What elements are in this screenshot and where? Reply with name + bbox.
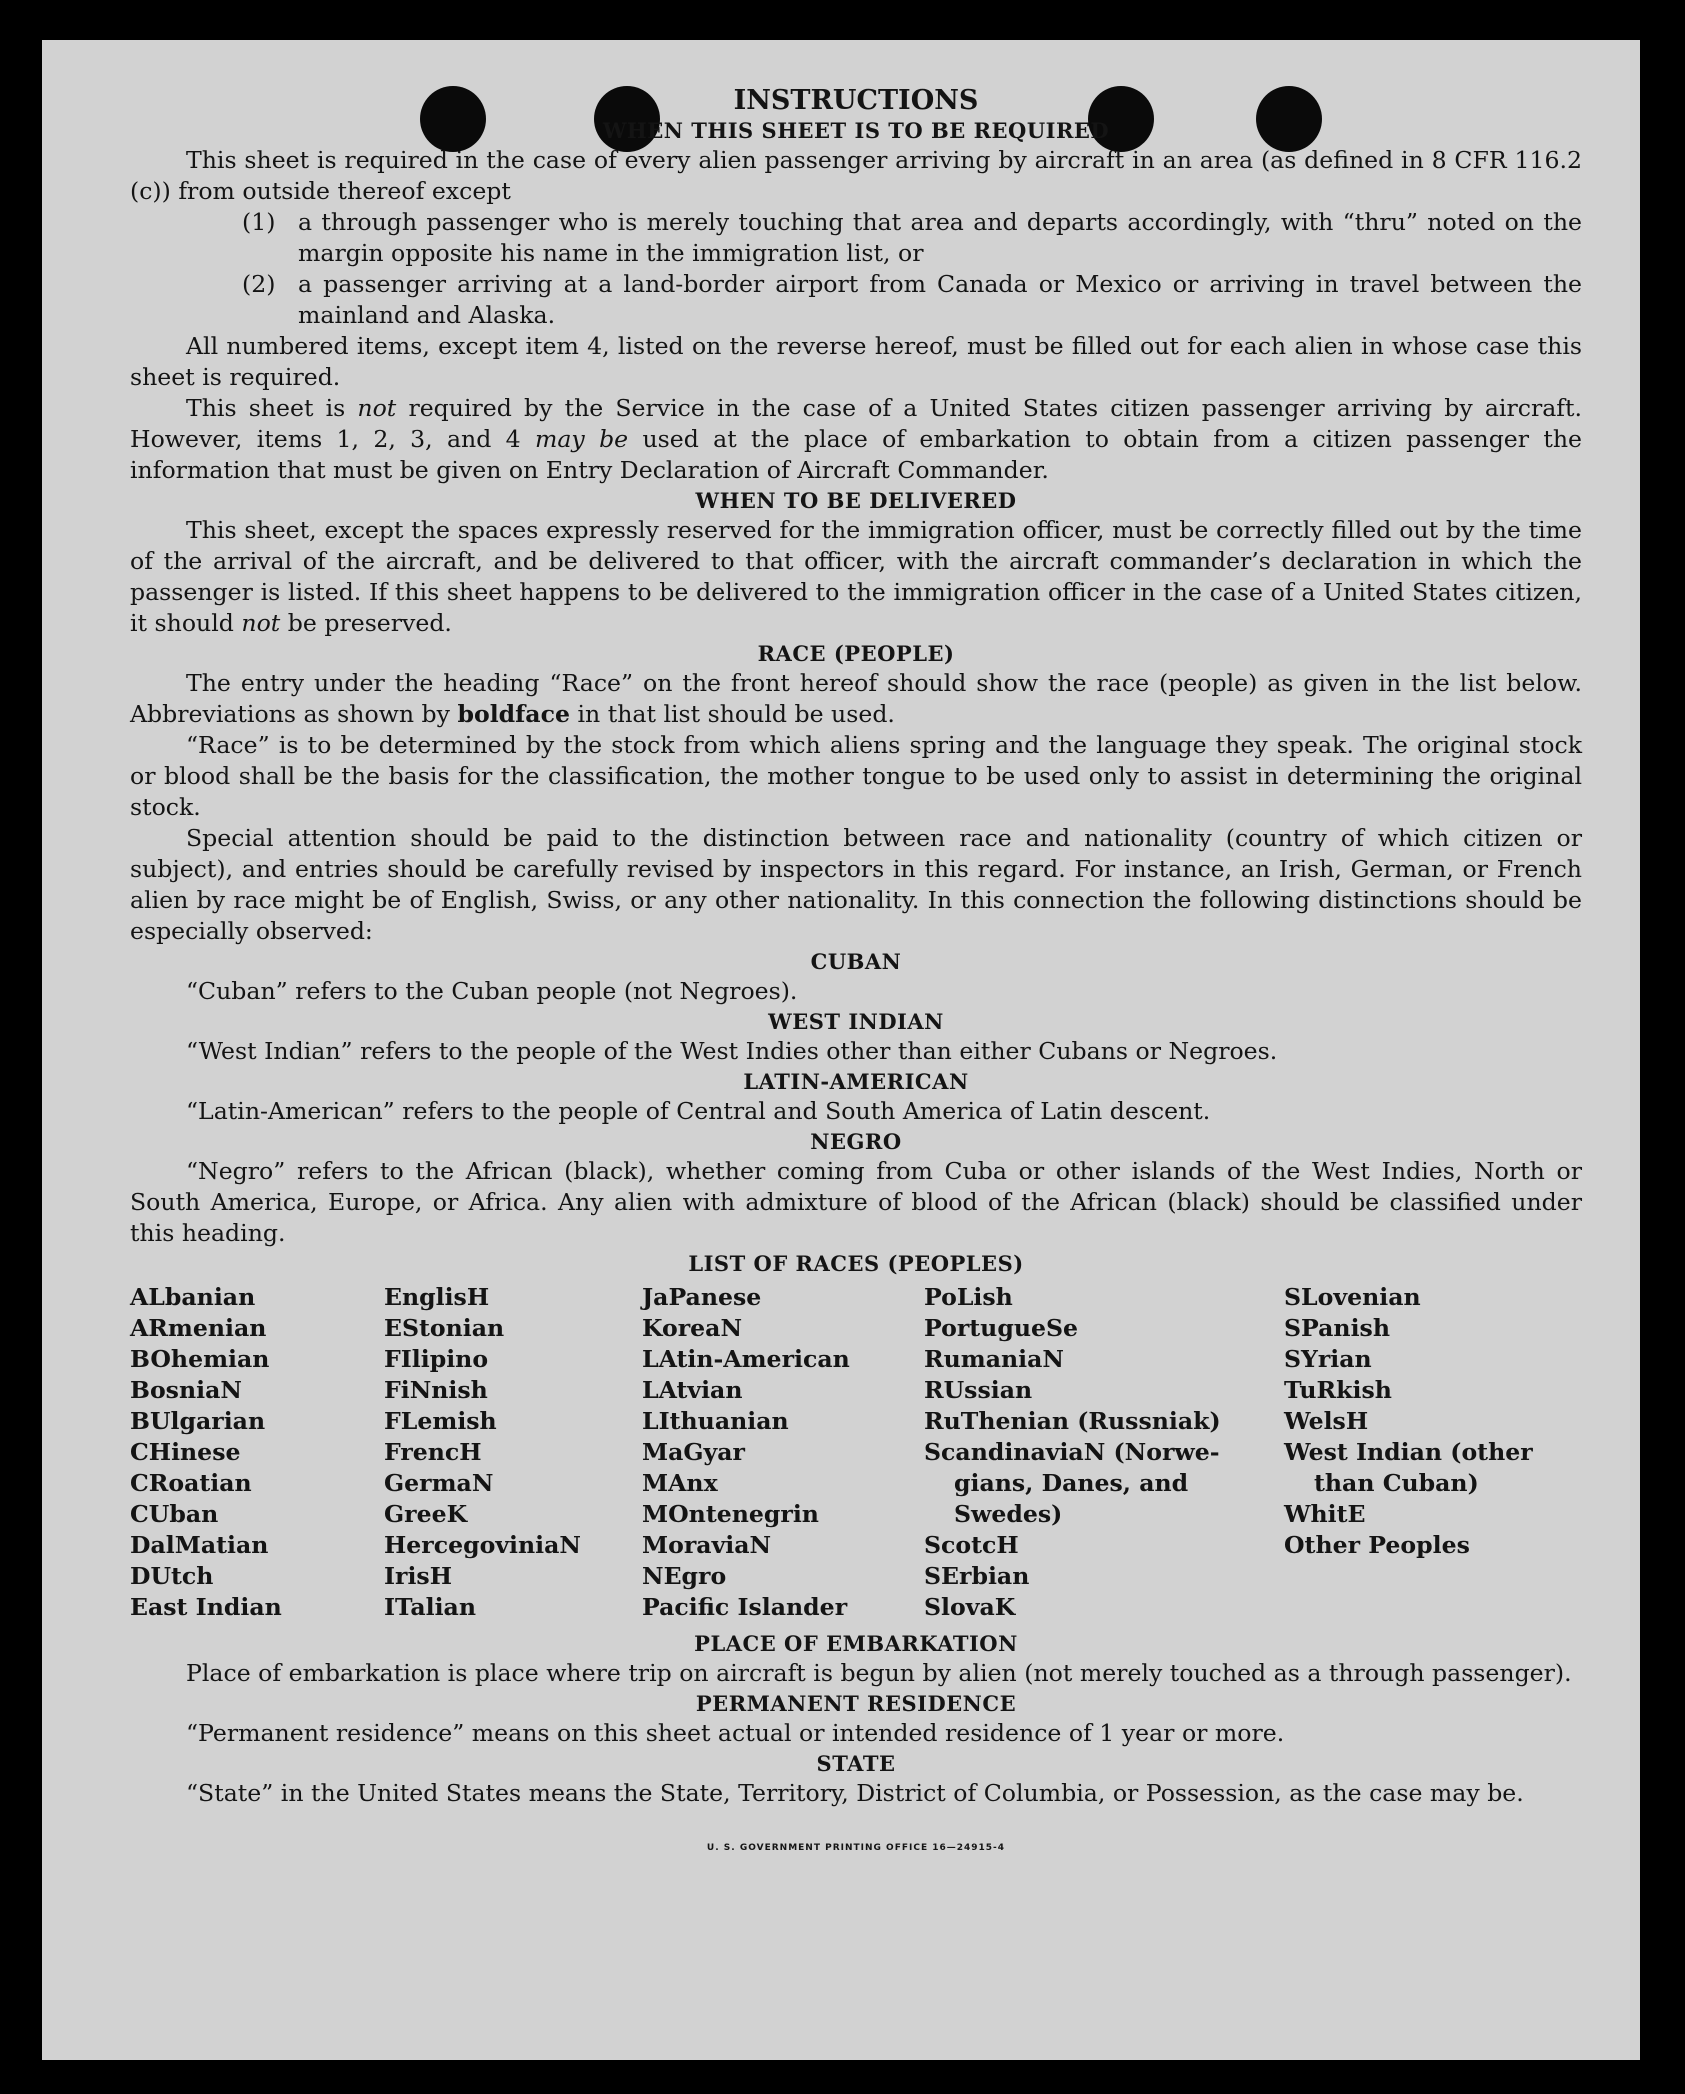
race-entry: Other Peoples	[1284, 1531, 1470, 1559]
race-entry: ScandinaviaN (Norwe-	[924, 1438, 1220, 1466]
race-entry: BUlgarian	[130, 1407, 266, 1435]
race-entry: CHinese	[130, 1438, 241, 1466]
race-entry: ITalian	[384, 1593, 476, 1621]
race-entry: WhitE	[1284, 1500, 1366, 1528]
race-entry: SlovaK	[924, 1593, 1016, 1621]
races-list	[130, 1282, 1582, 1623]
race-entry: JaPanese	[642, 1283, 762, 1311]
race-entry: East Indian	[130, 1593, 282, 1621]
race-entry: HercegoviniaN	[384, 1531, 581, 1559]
race-entry: DUtch	[130, 1562, 214, 1590]
paragraph: “State” in the United States means the State, Territory, District of Columbia, or Possession, as the case may be.	[186, 1779, 1524, 1807]
heading-west-indian: WEST INDIAN	[768, 1009, 944, 1034]
race-entry: ScotcH	[924, 1531, 1019, 1559]
heading-embarkation: PLACE OF EMBARKATION	[694, 1631, 1018, 1656]
paragraph: This sheet, except the spaces expressly reserved for the immigration officer, must be correctly filled out by the time of the arrival of the aircraft, and be delivered to that officer, with the aircraft commander’s declaration in which the passenger is listed. If this sheet happens to be delivered to the immigration officer in the case of a United States citizen, it should not be preserved.	[130, 516, 1582, 637]
race-entry: DalMatian	[130, 1531, 269, 1559]
heading-when-delivered: WHEN TO BE DELIVERED	[695, 488, 1017, 513]
races-column	[384, 1282, 642, 1623]
paragraph: “Latin-American” refers to the people of Central and South America of Latin descent.	[186, 1097, 1211, 1125]
race-entry: RUssian	[924, 1376, 1033, 1404]
races-column	[1284, 1282, 1574, 1623]
race-entry: NEgro	[642, 1562, 727, 1590]
document-content	[130, 86, 1582, 1864]
race-entry: SErbian	[924, 1562, 1030, 1590]
race-entry: CUban	[130, 1500, 219, 1528]
heading-latin-american: LATIN-AMERICAN	[743, 1069, 969, 1094]
race-entry: Swedes)	[954, 1500, 1063, 1528]
race-entry: EStonian	[384, 1314, 505, 1342]
race-entry: than Cuban)	[1314, 1469, 1479, 1497]
race-entry: FLemish	[384, 1407, 497, 1435]
paragraph: “West Indian” refers to the people of the West Indies other than either Cubans or Negroes.	[186, 1037, 1278, 1065]
paragraph: Special attention should be paid to the distinction between race and nationality (country of which citizen or subject), and entries should be carefully revised by inspectors in this regard. For instance, an Irish, German, or French alien by race might be of English, Swiss, or any other nationality. In this connection the following distinctions should be especially observed:	[130, 824, 1582, 945]
race-entry: SPanish	[1284, 1314, 1390, 1342]
race-entry: MoraviaN	[642, 1531, 772, 1559]
race-entry: Pacific Islander	[642, 1593, 848, 1621]
exception-text: a through passenger who is merely touching that area and departs accordingly, with “thru” noted on the margin opposite his name in the immigration list, or	[298, 208, 1582, 267]
race-entry: LIthuanian	[642, 1407, 789, 1435]
races-column	[642, 1282, 924, 1623]
race-entry: PortugueSe	[924, 1314, 1079, 1342]
paragraph: This sheet is not required by the Service in the case of a United States citizen passenger arriving by aircraft. However, items 1, 2, 3, and 4 may be used at the place of embarkation to obtain from a citizen passenger the information that must be given on Entry Declaration of Aircraft Commander.	[130, 394, 1583, 484]
document-page	[42, 40, 1640, 2060]
race-entry: KoreaN	[642, 1314, 743, 1342]
race-entry: MOntenegrin	[642, 1500, 819, 1528]
race-entry: ALbanian	[130, 1283, 256, 1311]
race-entry: RumaniaN	[924, 1345, 1064, 1373]
race-entry: FrencH	[384, 1438, 482, 1466]
race-entry: RuThenian (Russniak)	[924, 1407, 1221, 1435]
race-entry: CRoatian	[130, 1469, 252, 1497]
heading-cuban: CUBAN	[810, 949, 902, 974]
race-entry: IrisH	[384, 1562, 453, 1590]
race-entry: GermaN	[384, 1469, 494, 1497]
race-entry: WelsH	[1284, 1407, 1369, 1435]
race-entry: FIlipino	[384, 1345, 489, 1373]
exception-number: (1)	[242, 208, 276, 236]
race-entry: SLovenian	[1284, 1283, 1421, 1311]
race-entry: TuRkish	[1284, 1376, 1392, 1404]
paragraph: All numbered items, except item 4, listed on the reverse hereof, must be filled out for each alien in whose case this sheet is required.	[130, 332, 1582, 391]
races-column	[924, 1282, 1284, 1623]
exception-text: a passenger arriving at a land-border airport from Canada or Mexico or arriving in travel between the mainland and Alaska.	[298, 270, 1582, 329]
printer-footer: U. S. GOVERNMENT PRINTING OFFICE 16—24915-4	[706, 1843, 1006, 1853]
race-entry: EnglisH	[384, 1283, 490, 1311]
race-entry: gians, Danes, and	[954, 1469, 1189, 1497]
heading-residence: PERMANENT RESIDENCE	[695, 1691, 1017, 1716]
heading-list-of-races: LIST OF RACES (PEOPLES)	[688, 1251, 1024, 1276]
heading-when-required: WHEN THIS SHEET IS TO BE REQUIRED	[602, 118, 1110, 143]
exception-item	[242, 207, 1582, 269]
race-entry: PoLish	[924, 1283, 1013, 1311]
paragraph: “Permanent residence” means on this sheet actual or intended residence of 1 year or more.	[186, 1719, 1285, 1747]
race-entry: GreeK	[384, 1500, 468, 1528]
page-title: INSTRUCTIONS	[733, 85, 979, 116]
race-entry: MAnx	[642, 1469, 718, 1497]
race-entry: BOhemian	[130, 1345, 270, 1373]
exception-number: (2)	[242, 270, 276, 298]
paragraph: “Negro” refers to the African (black), whether coming from Cuba or other islands of the West Indies, North or South America, Europe, or Africa. Any alien with admixture of blood of the African (black) should be classified under this heading.	[130, 1157, 1582, 1247]
heading-state: STATE	[816, 1751, 896, 1776]
race-entry: MaGyar	[642, 1438, 745, 1466]
paragraph: “Race” is to be determined by the stock from which aliens spring and the language they speak. The original stock or blood shall be the basis for the classification, the mother tongue to be used only to assist in determining the original stock.	[130, 731, 1582, 821]
race-entry: ARmenian	[130, 1314, 267, 1342]
heading-race: RACE (PEOPLE)	[757, 641, 955, 666]
heading-negro: NEGRO	[810, 1129, 902, 1154]
race-entry: LAtvian	[642, 1376, 743, 1404]
races-column	[130, 1282, 384, 1623]
paragraph: This sheet is required in the case of every alien passenger arriving by aircraft in an area (as defined in 8 CFR 116.2 (c)) from outside thereof except	[130, 146, 1582, 205]
race-entry: LAtin-American	[642, 1345, 850, 1373]
race-entry: SYrian	[1284, 1345, 1372, 1373]
exception-item	[242, 269, 1582, 331]
race-entry: BosniaN	[130, 1376, 242, 1404]
paragraph: Place of embarkation is place where trip on aircraft is begun by alien (not merely touched as a through passenger).	[186, 1659, 1572, 1687]
race-entry: West Indian (other	[1284, 1438, 1533, 1466]
paragraph: “Cuban” refers to the Cuban people (not Negroes).	[186, 977, 798, 1005]
race-entry: FiNnish	[384, 1376, 488, 1404]
paragraph: The entry under the heading “Race” on the front hereof should show the race (people) as given in the list below. Abbreviations as shown by boldface in that list should be used.	[130, 669, 1582, 728]
